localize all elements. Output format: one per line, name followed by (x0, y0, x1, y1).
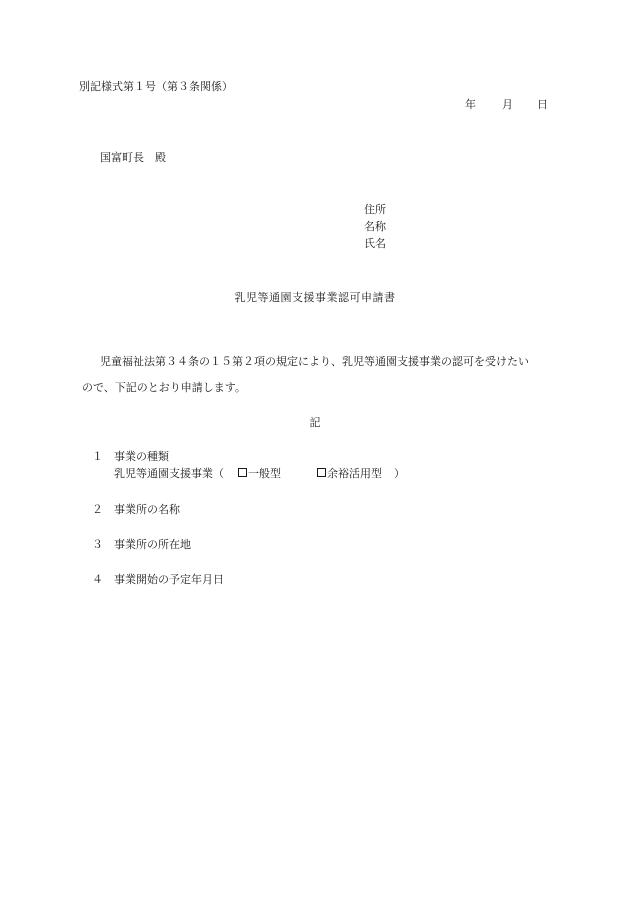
option-surplus-label: 余裕活用型 (327, 467, 382, 480)
ki-heading: 記 (309, 416, 321, 429)
item-3 (92, 538, 191, 552)
applicant-block (364, 203, 386, 254)
business-type-line (114, 467, 405, 481)
item-number: ４ (92, 573, 103, 586)
addressee: 国富町長 殿 (100, 151, 166, 164)
applicant-person-label: 氏名 (364, 237, 386, 250)
document-title: 乳児等通園支援事業認可申請書 (234, 291, 396, 304)
form-number: 別記様式第１号（第３条関係） (79, 80, 233, 93)
date-day: 日 (537, 98, 548, 111)
item-2 (92, 503, 180, 517)
item-label: 事業所の所在地 (114, 538, 191, 551)
applicant-address-label: 住所 (364, 203, 386, 216)
date-month: 月 (502, 98, 513, 111)
item-label: 事業開始の予定年月日 (114, 573, 224, 586)
body-line-1: 児童福祉法第３４条の１５第２項の規定により、乳児等通園支援事業の認可を受けたい (100, 355, 529, 368)
business-type-suffix: ） (394, 467, 405, 480)
date-year: 年 (465, 98, 476, 111)
item-label: 事業の種類 (114, 450, 169, 463)
item-number: １ (92, 450, 103, 463)
body-text (82, 349, 562, 401)
option-general-label: 一般型 (248, 467, 281, 480)
date-line (465, 98, 548, 112)
business-type-prefix: 乳児等通園支援事業（ (114, 467, 224, 480)
checkbox-general[interactable] (238, 468, 247, 477)
item-label: 事業所の名称 (114, 503, 180, 516)
item-4 (92, 573, 224, 587)
checkbox-surplus[interactable] (317, 468, 326, 477)
item-number: ３ (92, 538, 103, 551)
applicant-name-label: 名称 (364, 220, 386, 233)
item-number: ２ (92, 503, 103, 516)
body-line-2: ので、下記のとおり申請します。 (82, 381, 246, 394)
item-1 (92, 450, 169, 464)
